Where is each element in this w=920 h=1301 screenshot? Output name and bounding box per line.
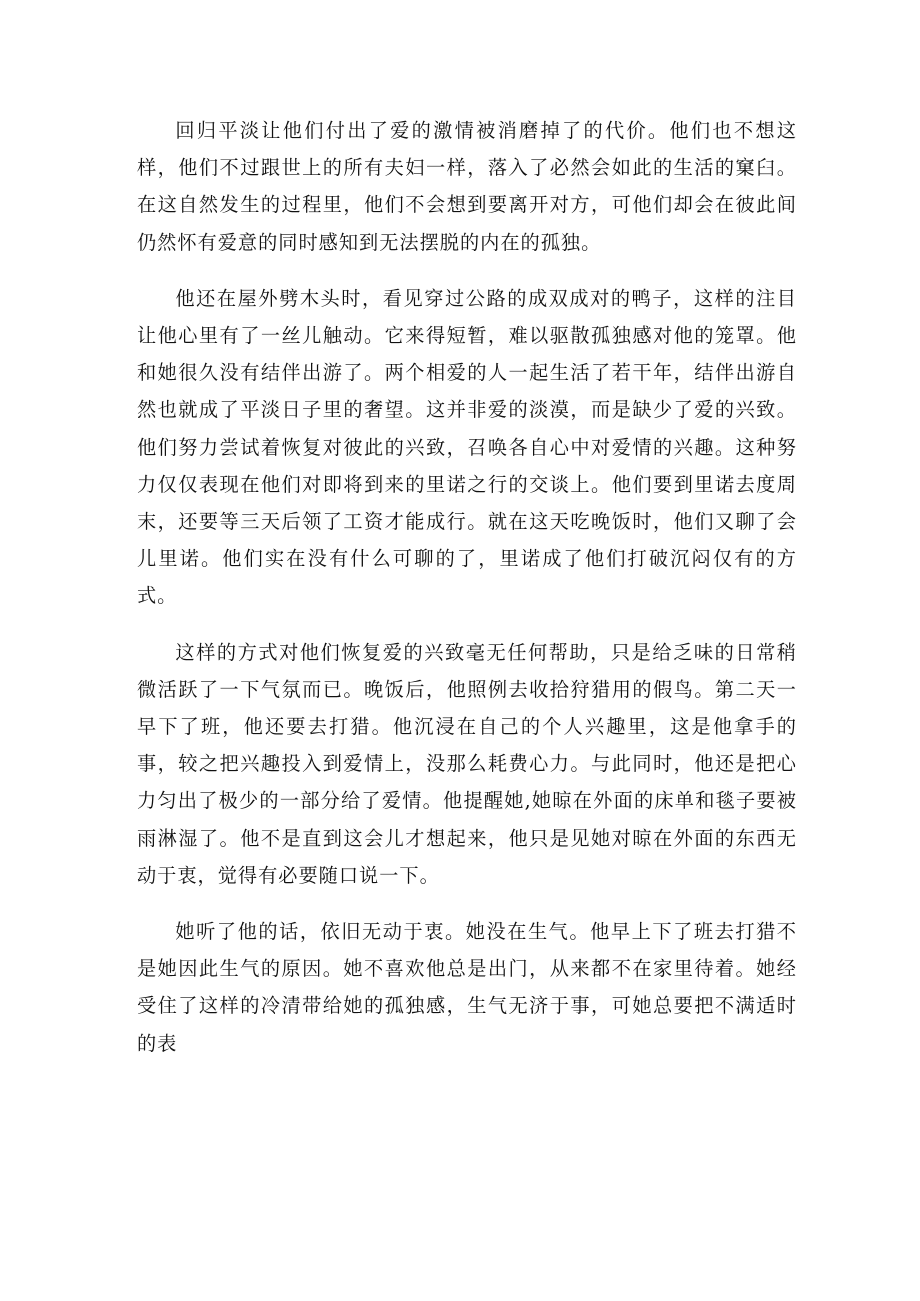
- paragraph-1: 回归平淡让他们付出了爱的激情被消磨掉了的代价。他们也不想这样，他们不过跟世上的所有夫妇一样，落入了必然会如此的生活的窠臼。在这自然发生的过程里，他们不会想到要离开对方，可他们却会在彼此间仍然怀有爱意的同时感知到无法摆脱的内在的孤独。: [137, 119, 797, 254]
- paragraph-3: 这样的方式对他们恢复爱的兴致毫无任何帮助，只是给乏味的日常稍微活跃了一下气氛而已。晚饭后，他照例去收拾狩猎用的假鸟。第二天一早下了班，他还要去打猎。他沉浸在自己的个人兴趣里，这是他拿手的事，较之把兴趣投入到爱情上，没那么耗费心力。与此同时，他还是把心力匀出了极少的一部分给了爱情。他提醒她,她晾在外面的床单和毯子要被雨淋湿了。他不是直到这会儿才想起来，他只是见她对晾在外面的东西无动于衷，觉得有必要随口说一下。: [137, 640, 797, 887]
- paragraph-4: 她听了他的话，依旧无动于衷。她没在生气。他早上下了班去打猎不是她因此生气的原因。她不喜欢他总是出门，从来都不在家里待着。她经受住了这样的冷清带给她的孤独感，生气无济于事，可她总要把不满适时的表: [137, 920, 797, 1055]
- document-body: [137, 112, 797, 1081]
- paragraph-2: 他还在屋外劈木头时，看见穿过公路的成双成对的鸭子，这样的注目让他心里有了一丝儿触动。它来得短暂，难以驱散孤独感对他的笼罩。他和她很久没有结伴出游了。两个相爱的人一起生活了若干年，结伴出游自然也就成了平淡日子里的奢望。这并非爱的淡漠，而是缺少了爱的兴致。他们努力尝试着恢复对彼此的兴致，召唤各自心中对爱情的兴趣。这种努力仅仅表现在他们对即将到来的里诺之行的交谈上。他们要到里诺去度周末，还要等三天后领了工资才能成行。就在这天吃晚饭时，他们又聊了会儿里诺。他们实在没有什么可聊的了，里诺成了他们打破沉闷仅有的方式。: [137, 286, 797, 608]
